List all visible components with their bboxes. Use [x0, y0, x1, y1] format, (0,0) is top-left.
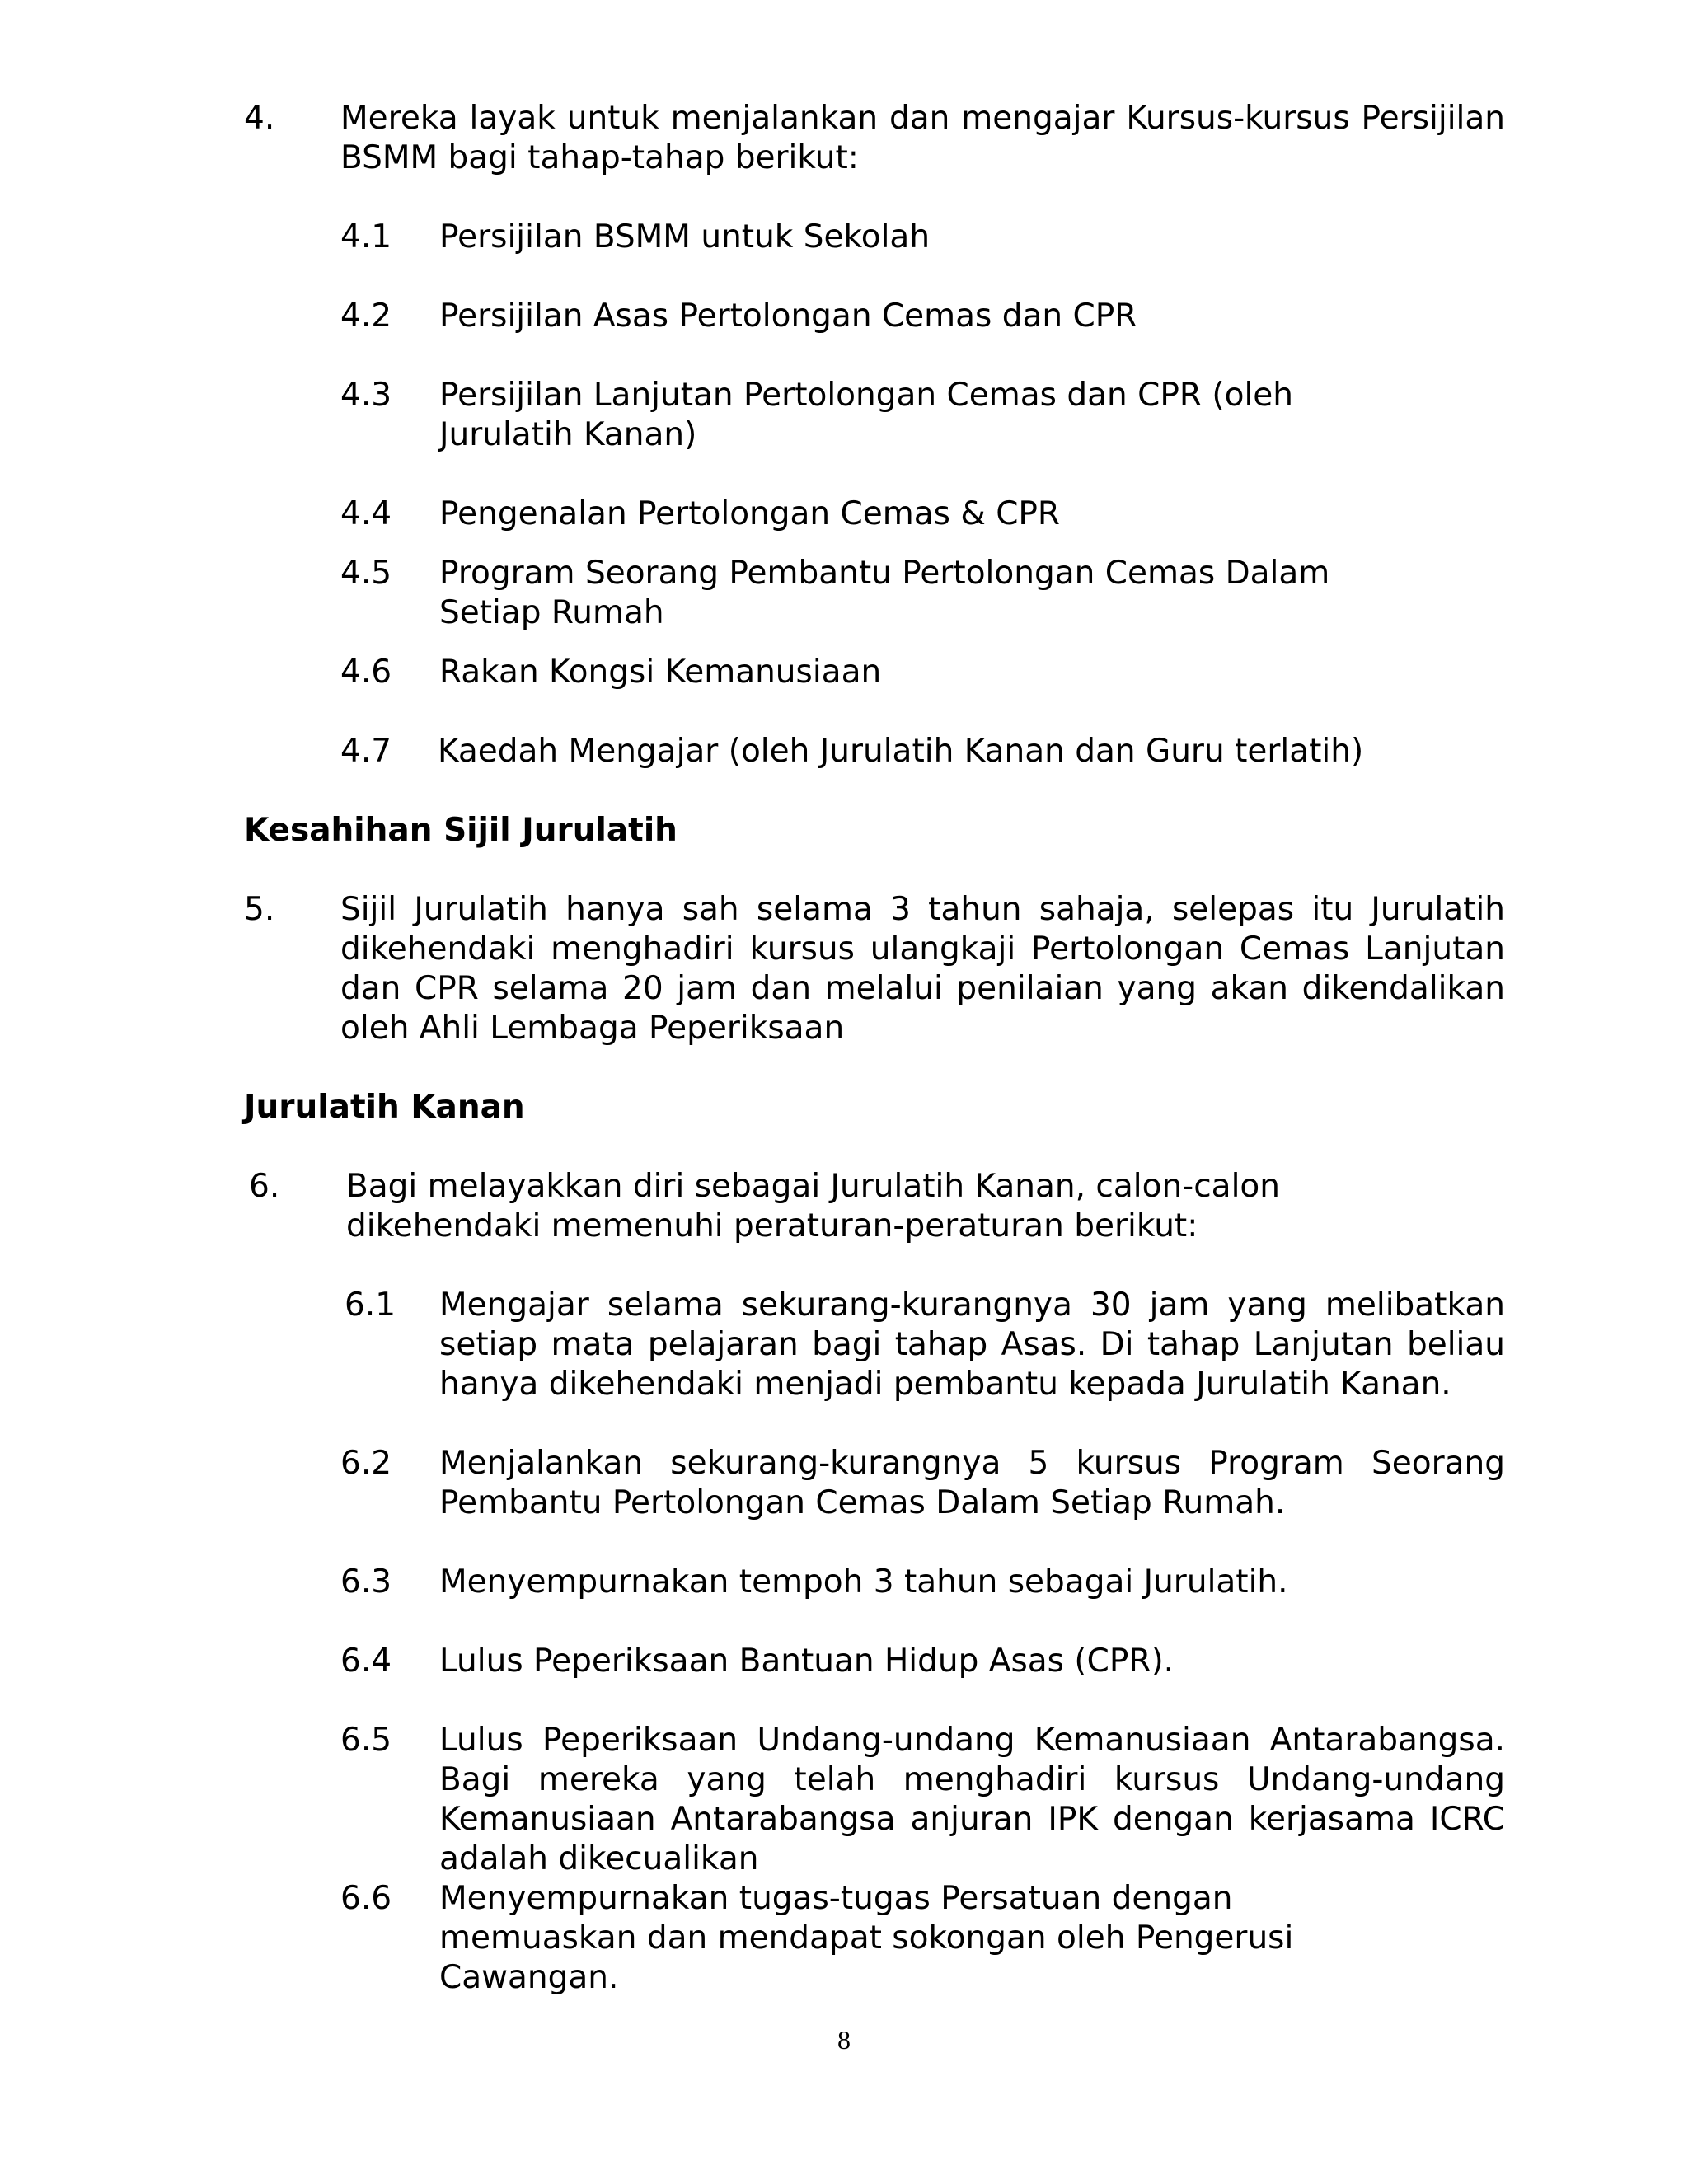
section-heading-kesahihan: Kesahihan Sijil Jurulatih [244, 812, 678, 849]
list-item-4-2 [340, 297, 1505, 336]
item-number: 6.1 [345, 1286, 396, 1324]
item-number: 4.1 [340, 218, 392, 255]
list-item-4-4 [340, 494, 1505, 534]
item-number: 4.5 [340, 555, 392, 592]
item-text: Lulus Peperiksaan Bantuan Hidup Asas (CPR). [439, 1643, 1175, 1680]
list-item-4-1 [340, 218, 1505, 257]
list-item-6-4 [340, 1642, 1505, 1681]
paragraph-number: 4. [244, 100, 275, 137]
item-number: 6.2 [340, 1445, 392, 1482]
item-text: Menyempurnakan tempoh 3 tahun sebagai Jurulatih. [439, 1563, 1288, 1601]
item-text: Kaedah Mengajar (oleh Jurulatih Kanan dan Guru terlatih) [438, 733, 1364, 770]
list-item-6-3 [340, 1563, 1505, 1602]
item-text: Persijilan Asas Pertolongan Cemas dan CPR [439, 298, 1137, 335]
list-item-6-1 [345, 1286, 1505, 1404]
item-number: 4.4 [340, 495, 392, 532]
list-item-6-2 [340, 1444, 1505, 1523]
page-number: 8 [837, 2025, 851, 2055]
paragraph-4 [244, 99, 1505, 178]
item-text: Pengenalan Pertolongan Cemas & CPR [439, 495, 1061, 532]
paragraph-6 [249, 1167, 1386, 1246]
item-text: Mengajar selama sekurang-kurangnya 30 jam yang melibatkan setiap mata pelajaran bagi tahap Asas. Di tahap Lanjutan beliau hanya dikehendaki menjadi pembantu kepada Jurulatih Kanan. [439, 1286, 1505, 1403]
item-text: Menyempurnakan tugas-tugas Persatuan dengan memuaskan dan mendapat sokongan oleh Pengerusi Cawangan. [439, 1880, 1294, 1996]
item-text: Rakan Kongsi Kemanusiaan [439, 654, 882, 691]
paragraph-number: 6. [249, 1168, 280, 1205]
item-number: 6.5 [340, 1722, 392, 1759]
paragraph-text: Mereka layak untuk menjalankan dan mengajar Kursus-kursus Persijilan BSMM bagi tahap-tahap berikut: [340, 100, 1505, 176]
list-item-6-6 [340, 1879, 1412, 1998]
item-text: Menjalankan sekurang-kurangnya 5 kursus Program Seorang Pembantu Pertolongan Cemas Dalam Setiap Rumah. [439, 1445, 1505, 1521]
paragraph-text: Sijil Jurulatih hanya sah selama 3 tahun sahaja, selepas itu Jurulatih dikehendaki menghadiri kursus ulangkaji Pertolongan Cemas Lanjutan dan CPR selama 20 jam dan melalui penilaian yang akan dikendalikan oleh Ahli Lembaga Peperiksaan [340, 891, 1505, 1047]
list-item-4-5 [340, 554, 1412, 633]
item-number: 4.7 [340, 733, 392, 770]
paragraph-5 [244, 890, 1505, 1048]
item-text: Program Seorang Pembantu Pertolongan Cemas Dalam Setiap Rumah [439, 555, 1330, 631]
item-text: Persijilan BSMM untuk Sekolah [439, 218, 931, 255]
item-number: 4.6 [340, 654, 392, 691]
item-number: 6.4 [340, 1643, 392, 1680]
item-number: 4.2 [340, 298, 392, 335]
item-number: 6.3 [340, 1563, 392, 1601]
item-number: 4.3 [340, 377, 392, 414]
paragraph-text: Bagi melayakkan diri sebagai Jurulatih Kanan, calon-calon dikehendaki memenuhi peraturan-peraturan berikut: [346, 1168, 1280, 1244]
list-item-4-7 [340, 732, 1505, 771]
list-item-6-5 [340, 1721, 1505, 1879]
paragraph-number: 5. [244, 891, 275, 928]
item-text: Lulus Peperiksaan Undang-undang Kemanusiaan Antarabangsa. Bagi mereka yang telah menghadiri kursus Undang-undang Kemanusiaan Antarabangsa anjuran IPK dengan kerjasama ICRC adalah dikecualikan [439, 1722, 1505, 1877]
list-item-4-3 [340, 376, 1412, 455]
item-number: 6.6 [340, 1880, 392, 1917]
list-item-4-6 [340, 653, 1505, 692]
item-text: Persijilan Lanjutan Pertolongan Cemas dan CPR (oleh Jurulatih Kanan) [439, 377, 1293, 453]
section-heading-jurulatih-kanan: Jurulatih Kanan [244, 1089, 525, 1126]
